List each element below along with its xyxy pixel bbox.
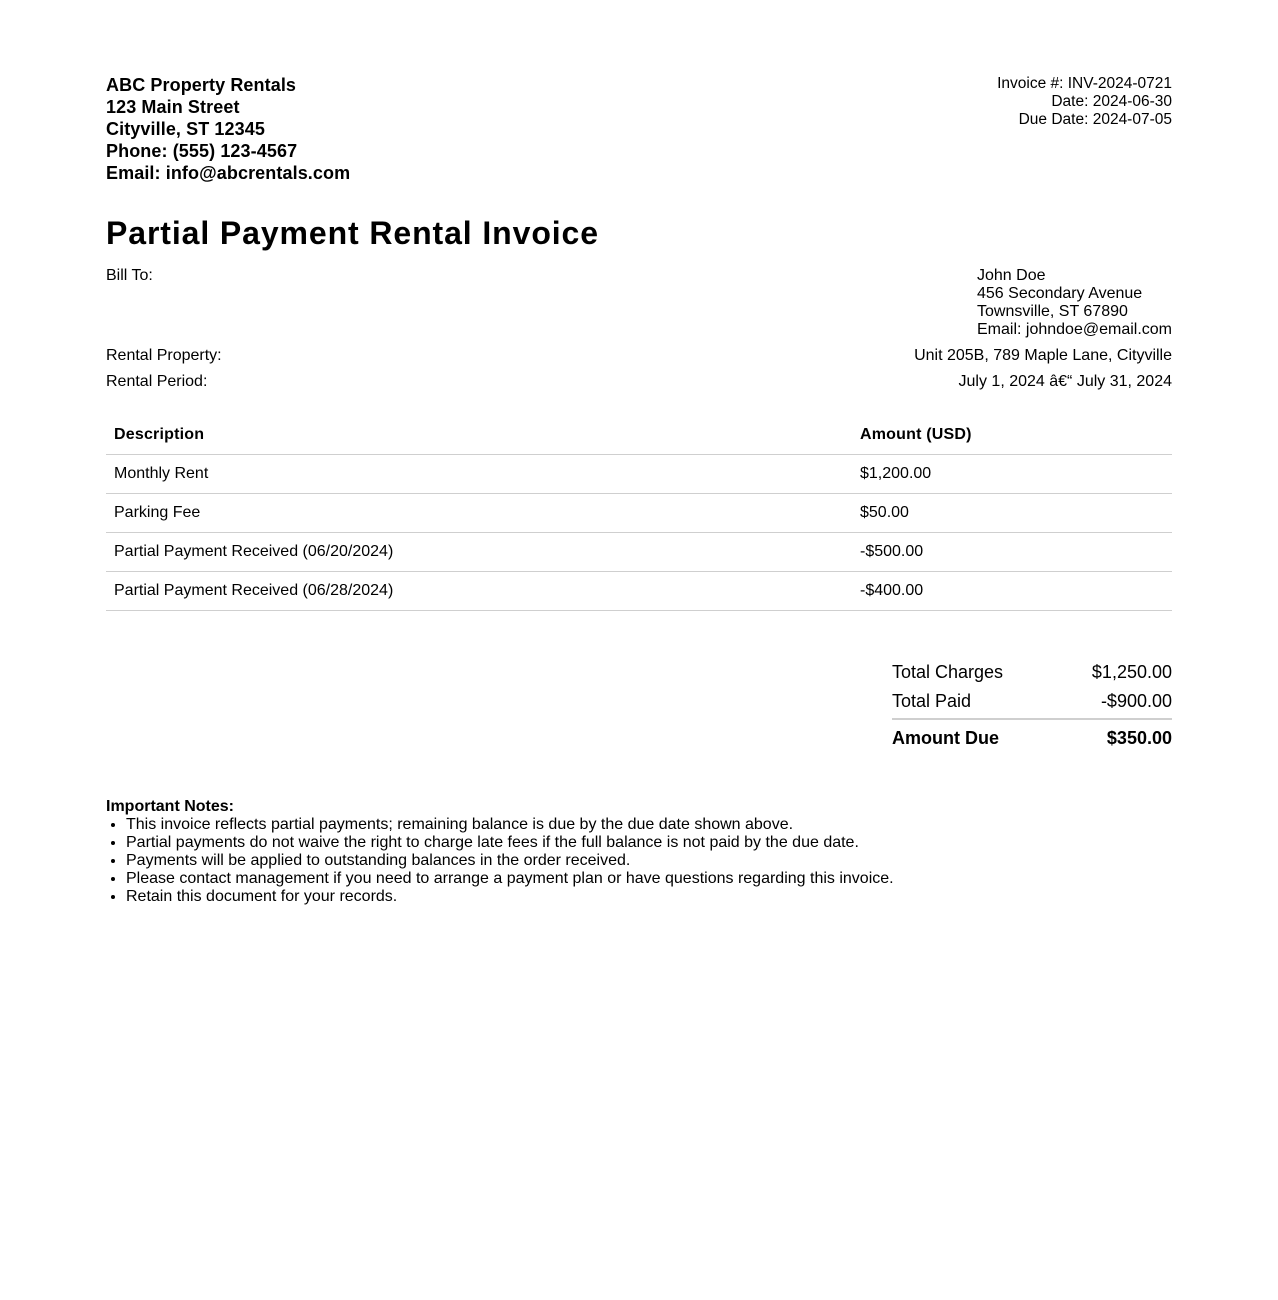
table-header-row xyxy=(106,417,1172,455)
amount-due-label: Amount Due xyxy=(892,728,999,748)
bill-to-email: Email: johndoe@email.com xyxy=(977,321,1172,338)
company-info xyxy=(106,74,350,184)
company-street: 123 Main Street xyxy=(106,97,240,117)
column-header-description: Description xyxy=(106,417,852,455)
rental-property-label: Rental Property: xyxy=(106,347,222,364)
bill-to-address xyxy=(977,267,1172,339)
total-charges-value: $1,250.00 xyxy=(1091,662,1172,682)
rental-period-value: July 1, 2024 â€“ July 31, 2024 xyxy=(958,373,1172,390)
row-description: Partial Payment Received (06/28/2024) xyxy=(106,572,852,611)
row-amount: $1,200.00 xyxy=(852,455,1172,494)
table-row xyxy=(106,494,1172,533)
company-name: ABC Property Rentals xyxy=(106,75,297,95)
notes-list xyxy=(106,816,1172,906)
line-items-table xyxy=(106,417,1172,611)
bill-to-name: John Doe xyxy=(977,267,1046,284)
column-header-amount: Amount (USD) xyxy=(852,417,1172,455)
row-description: Monthly Rent xyxy=(106,455,852,494)
invoice-number: Invoice #: INV-2024-0721 xyxy=(997,75,1172,92)
totals-summary xyxy=(892,658,1172,753)
row-amount: -$400.00 xyxy=(852,572,1172,611)
invoice-header xyxy=(106,74,1172,184)
list-item: • Please contact management if you need to arrange a payment plan or have questions regarding this invoice. xyxy=(126,870,1172,888)
row-amount: $50.00 xyxy=(852,494,1172,533)
total-paid-value: -$900.00 xyxy=(1100,691,1172,711)
total-charges-row xyxy=(892,658,1172,687)
total-paid-label: Total Paid xyxy=(892,691,972,711)
rental-period-row xyxy=(106,373,1172,391)
list-item: • Payments will be applied to outstanding balances in the order received. xyxy=(126,852,1172,870)
bill-to-street: 456 Secondary Avenue xyxy=(977,285,1143,302)
company-email: Email: info@abcrentals.com xyxy=(106,163,351,183)
invoice-due-date: Due Date: 2024-07-05 xyxy=(1018,111,1172,128)
invoice-meta xyxy=(997,75,1172,129)
notes-title: Important Notes: xyxy=(106,798,234,815)
list-item: • Partial payments do not waive the right to charge late fees if the full balance is not paid by the due date. xyxy=(126,834,1172,852)
bill-to-label: Bill To: xyxy=(106,267,153,284)
row-description: Parking Fee xyxy=(106,494,852,533)
amount-due-value: $350.00 xyxy=(1106,728,1172,748)
row-description: Partial Payment Received (06/20/2024) xyxy=(106,533,852,572)
page-title: Partial Payment Rental Invoice xyxy=(106,215,599,251)
row-amount: -$500.00 xyxy=(852,533,1172,572)
rental-property-row xyxy=(106,347,1172,365)
total-charges-label: Total Charges xyxy=(892,662,1004,682)
important-notes xyxy=(106,798,1172,906)
table-row xyxy=(106,455,1172,494)
amount-due-row xyxy=(892,718,1172,753)
list-item: • This invoice reflects partial payments; remaining balance is due by the due date shown above. xyxy=(126,816,1172,834)
company-phone: Phone: (555) 123-4567 xyxy=(106,141,298,161)
total-paid-row xyxy=(892,687,1172,716)
table-row xyxy=(106,572,1172,611)
rental-property-value: Unit 205B, 789 Maple Lane, Cityville xyxy=(914,347,1172,364)
bill-to-city: Townsville, ST 67890 xyxy=(977,303,1128,320)
invoice-page xyxy=(106,74,1172,906)
invoice-date: Date: 2024-06-30 xyxy=(1051,93,1172,110)
table-row xyxy=(106,533,1172,572)
bill-to-section xyxy=(106,267,1172,339)
rental-period-label: Rental Period: xyxy=(106,373,208,390)
company-city: Cityville, ST 12345 xyxy=(106,119,265,139)
list-item: • Retain this document for your records. xyxy=(126,888,1172,906)
